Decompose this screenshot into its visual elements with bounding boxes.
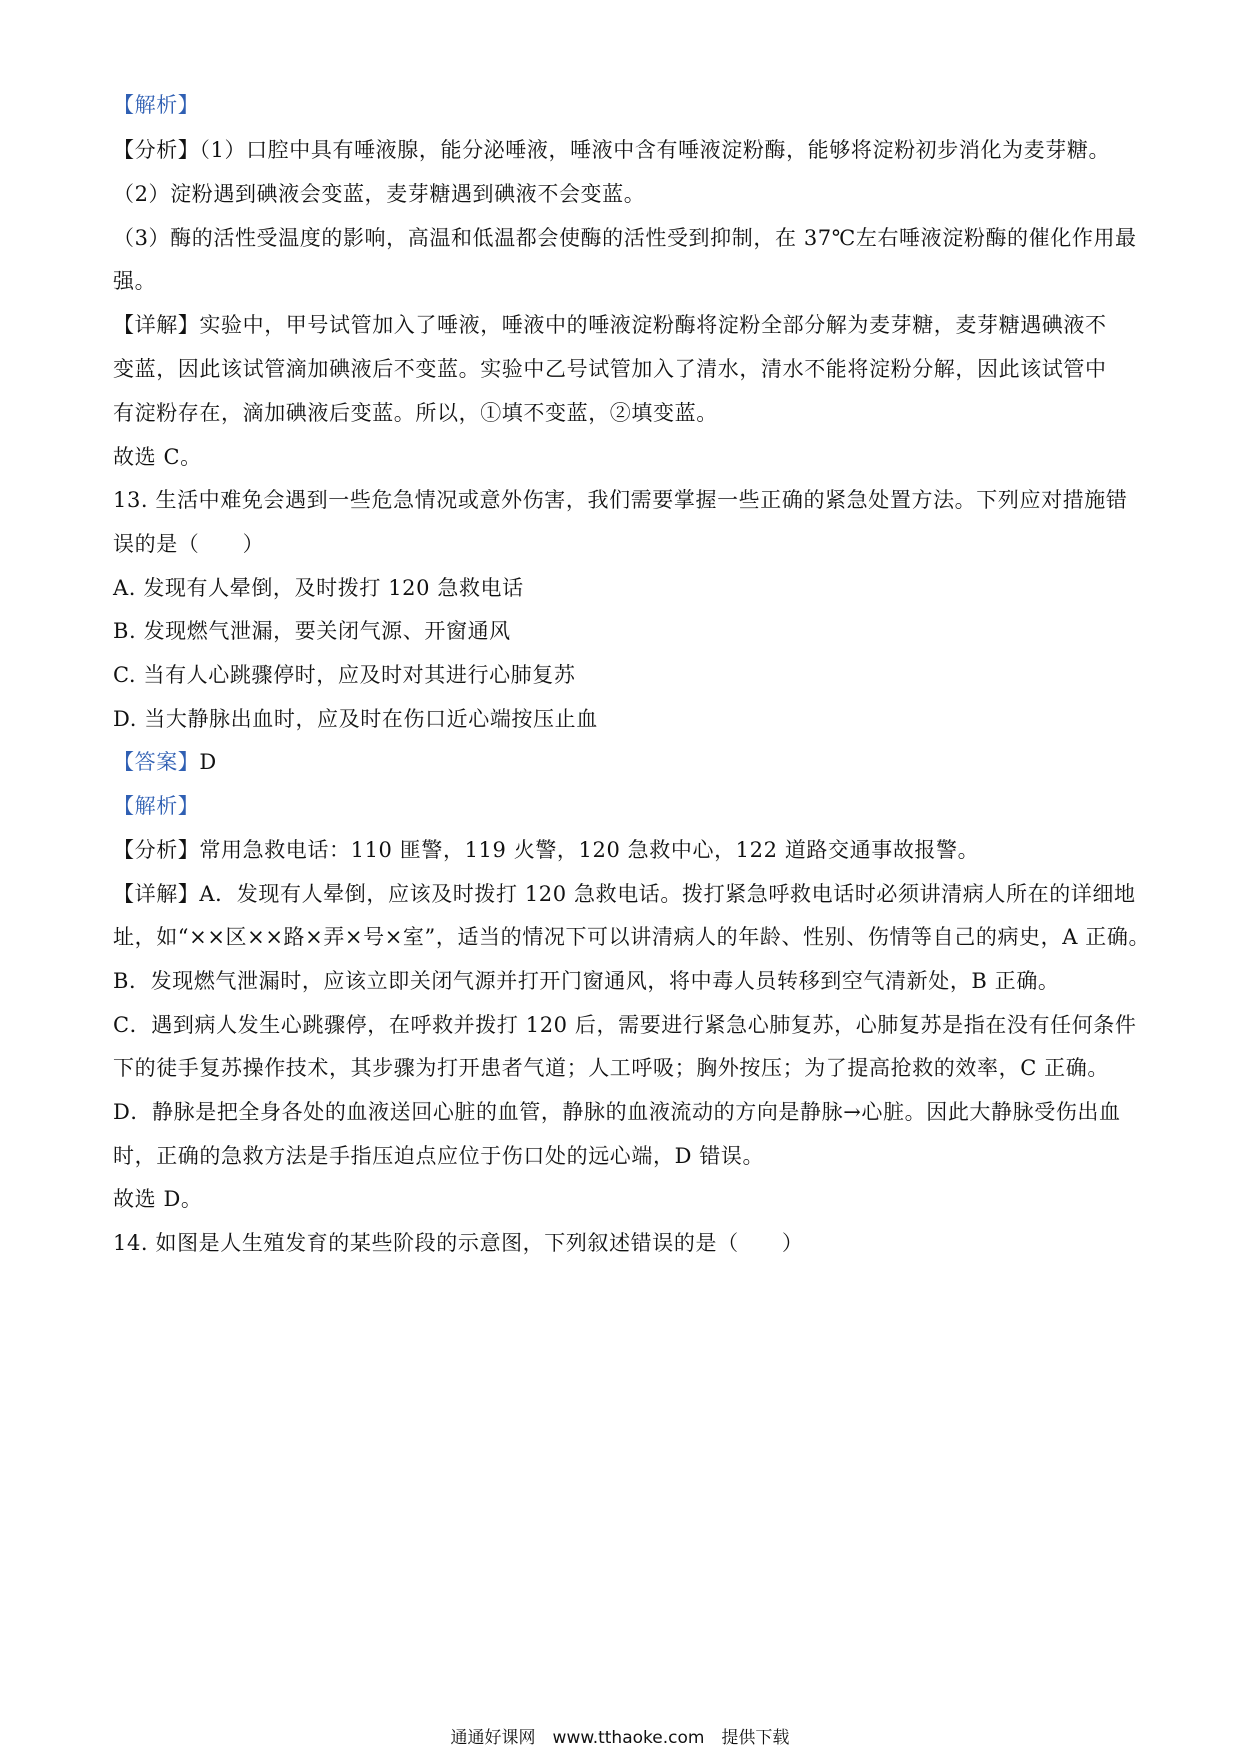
q13-xiangjie-line-3: B．发现燃气泄漏时，应该立即关闭气源并打开门窗通风，将中毒人员转移到空气清新处，B 正确。: [113, 969, 1060, 993]
q12-analysis-heading: 【解析】: [113, 93, 200, 117]
q12-fenxi-line-2: （2）淀粉遇到碘液会变蓝，麦芽糖遇到碘液不会变蓝。: [113, 182, 646, 206]
q13-xiangjie-line-1: [113, 879, 1136, 909]
xiangjie-tag: 【详解】: [113, 313, 200, 337]
fenxi-tag: 【分析】: [113, 838, 200, 862]
q13-xiangjie-line-6: D．静脉是把全身各处的血液送回心脏的血管，静脉的血液流动的方向是静脉→心脏。因此大静脉受伤出血: [113, 1100, 1121, 1124]
q14-question: 14. 如图是人生殖发育的某些阶段的示意图，下列叙述错误的是（ ）: [113, 1231, 804, 1255]
q12-xiangjie-line-1: [113, 310, 1133, 340]
xiangjie-text: A．发现有人晕倒，应该及时拨打 120 急救电话。拨打紧急呼救电话时必须讲清病人所在的详细地: [199, 882, 1136, 906]
q12-fenxi-line-3a: （3）酶的活性受温度的影响，高温和低温都会使酶的活性受到抑制，在 37℃左右唾液淀粉酶的催化作用最: [113, 226, 1137, 250]
q13-option-d: D. 当大静脉出血时，应及时在伤口近心端按压止血: [113, 707, 598, 731]
q13-question-line-1: 13. 生活中难免会遇到一些危急情况或意外伤害，我们需要掌握一些正确的紧急处置方法。下列应对措施错: [113, 488, 1128, 512]
q13-option-a: A. 发现有人晕倒，及时拨打 120 急救电话: [113, 576, 524, 600]
page-footer: 通通好课网 www.tthaoke.com 提供下载: [450, 1728, 790, 1748]
xiangjie-text: 实验中，甲号试管加入了唾液，唾液中的唾液淀粉酶将淀粉全部分解为麦芽糖，麦芽糖遇碘液不: [199, 313, 1107, 337]
q12-xiangjie-line-3: 有淀粉存在，滴加碘液后变蓝。所以，①填不变蓝，②填变蓝。: [113, 401, 718, 425]
q13-analysis-heading: 【解析】: [113, 794, 200, 818]
q13-xiangjie-line-4: C．遇到病人发生心跳骤停，在呼救并拨打 120 后，需要进行紧急心肺复苏，心肺复苏是指在没有任何条件: [113, 1013, 1137, 1037]
q12-conclusion: 故选 C。: [113, 445, 202, 469]
answer-value: D: [199, 750, 217, 774]
q13-conclusion: 故选 D。: [113, 1187, 203, 1211]
fenxi-text: （1）口腔中具有唾液腺，能分泌唾液，唾液中含有唾液淀粉酶，能够将淀粉初步消化为麦芽糖。: [199, 138, 1111, 162]
answer-tag: 【答案】: [113, 750, 200, 774]
q13-xiangjie-line-2: 址，如“××区××路×弄×号×室”，适当的情况下可以讲清病人的年龄、性别、伤情等自己的病史，A 正确。: [113, 925, 1151, 949]
q12-xiangjie-line-2: 变蓝，因此该试管滴加碘液后不变蓝。实验中乙号试管加入了清水，清水不能将淀粉分解，因此该试管中: [113, 357, 1107, 381]
q13-option-b: B. 发现燃气泄漏，要关闭气源、开窗通风: [113, 619, 511, 643]
q12-fenxi-line-3b: 强。: [113, 269, 157, 293]
q13-xiangjie-line-7: 时，正确的急救方法是手指压迫点应位于伤口处的远心端，D 错误。: [113, 1144, 765, 1168]
q13-question-line-2: 误的是（ ）: [113, 532, 265, 556]
q13-answer-line: [113, 747, 1133, 777]
q13-fenxi-line: [113, 835, 1133, 865]
xiangjie-tag: 【详解】: [113, 882, 200, 906]
q12-fenxi-line-1: [113, 135, 1133, 165]
q13-option-c: C. 当有人心跳骤停时，应及时对其进行心肺复苏: [113, 663, 576, 687]
q13-xiangjie-line-5: 下的徒手复苏操作技术，其步骤为打开患者气道；人工呼吸；胸外按压；为了提高抢救的效率，C 正确。: [113, 1056, 1109, 1080]
fenxi-tag: 【分析】: [113, 138, 200, 162]
fenxi-text: 常用急救电话：110 匪警，119 火警，120 急救中心，122 道路交通事故报警。: [199, 838, 980, 862]
